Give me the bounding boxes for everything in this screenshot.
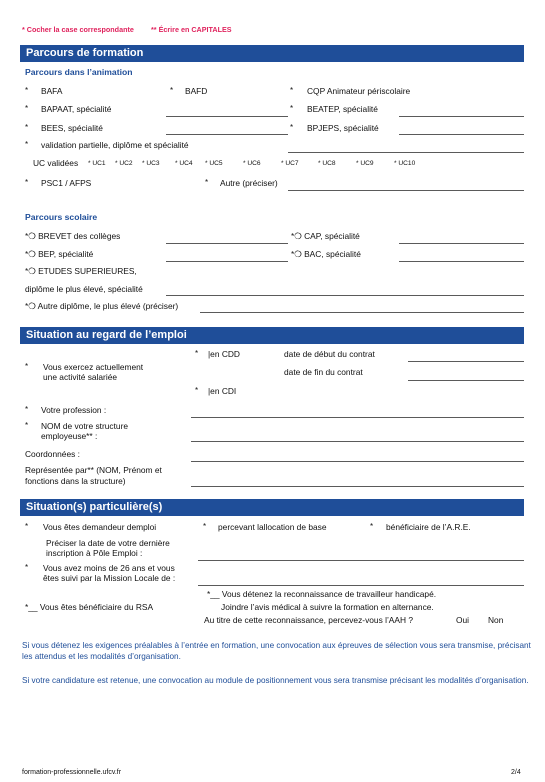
- option-brevet[interactable]: *❍ BREVET des collèges: [25, 231, 121, 241]
- uc-item[interactable]: * UC2: [115, 160, 133, 167]
- field-bac[interactable]: [399, 261, 524, 262]
- note-capitals: ** Écrire en CAPITALES: [151, 25, 232, 34]
- field-cap[interactable]: [399, 243, 524, 244]
- label-allocation: percevant lallocation de base: [218, 522, 327, 532]
- section-title-particuliere: Situation(s) particulière(s): [20, 499, 524, 516]
- label-bees: BEES, spécialité: [41, 123, 103, 133]
- label-salarie-2: une activité salariée: [43, 372, 118, 382]
- label-date-fin: date de fin du contrat: [284, 367, 363, 377]
- field-represente[interactable]: [191, 486, 524, 487]
- note-checkbox: * Cocher la case correspondante: [22, 25, 134, 34]
- animation-subtitle: Parcours dans l’animation: [25, 67, 133, 77]
- option-oui[interactable]: Oui: [456, 615, 470, 625]
- label-date-debut: date de début du contrat: [284, 349, 375, 359]
- label-diplome-eleve: diplôme le plus élevé, spécialité: [25, 284, 143, 294]
- label-beatep: BEATEP, spécialité: [307, 104, 378, 114]
- field-date-fin[interactable]: [408, 380, 524, 381]
- checkbox-psc1[interactable]: *: [25, 178, 29, 187]
- checkbox-bafd[interactable]: *: [170, 86, 174, 95]
- label-autre: Autre (préciser): [220, 178, 278, 188]
- option-non[interactable]: Non: [488, 615, 504, 625]
- checkbox-demandeur[interactable]: *: [25, 522, 29, 531]
- checkbox-bapaat[interactable]: *: [25, 104, 29, 113]
- checkbox-salarie[interactable]: *: [25, 362, 29, 371]
- label-moins26-1: Vous avez moins de 26 ans et vous: [43, 563, 175, 573]
- field-autre-diplome[interactable]: [200, 312, 524, 313]
- label-moins26-2: êtes suivi par la Mission Locale de :: [43, 573, 176, 583]
- label-cdi: |en CDI: [208, 386, 237, 396]
- option-bac[interactable]: *❍ BAC, spécialité: [291, 249, 361, 259]
- info-paragraph-selection: Si vous détenez les exigences préalables à l’entrée en formation, une convocation aux épreuves de sélection vous sera transmise, précisant les attendus et les modalités d’organisation.: [22, 641, 531, 661]
- star-profession: *: [25, 405, 29, 414]
- checkbox-are[interactable]: *: [370, 522, 374, 531]
- label-bpjeps: BPJEPS, spécialité: [307, 123, 379, 133]
- option-cap[interactable]: *❍ CAP, spécialité: [291, 231, 360, 241]
- checkbox-validation[interactable]: *: [25, 140, 29, 149]
- label-demandeur: Vous êtes demandeur demploi: [43, 522, 157, 532]
- label-structure-2: employeuse** :: [41, 431, 98, 441]
- checkbox-autre[interactable]: *: [205, 178, 209, 187]
- field-bees[interactable]: [166, 134, 288, 135]
- label-avis: Joindre l’avis médical à suivre la formation en alternance.: [221, 602, 434, 612]
- label-preciser-2: inscription à Pôle Emploi :: [46, 548, 143, 558]
- label-psc1: PSC1 / AFPS: [41, 178, 92, 188]
- checkbox-cqp[interactable]: *: [290, 86, 294, 95]
- checkbox-cdi[interactable]: *: [195, 386, 199, 395]
- uc-item[interactable]: * UC9: [356, 160, 374, 167]
- label-bapaat: BAPAAT, spécialité: [41, 104, 112, 114]
- checkbox-bees[interactable]: *: [25, 123, 29, 132]
- uc-item[interactable]: * UC7: [281, 160, 299, 167]
- checkbox-bpjeps[interactable]: *: [290, 123, 294, 132]
- label-represente-2: fonctions dans la structure): [25, 476, 126, 486]
- field-date-pole-emploi[interactable]: [198, 560, 524, 561]
- field-bpjeps[interactable]: [399, 134, 524, 135]
- label-bafa: BAFA: [41, 86, 63, 96]
- label-uc-validees: UC validées: [33, 158, 79, 168]
- checkbox-moins26[interactable]: *: [25, 563, 29, 572]
- uc-item[interactable]: * UC10: [394, 160, 416, 167]
- field-date-debut[interactable]: [408, 361, 524, 362]
- field-bapaat[interactable]: [166, 116, 288, 117]
- star-structure: *: [25, 421, 29, 430]
- checkbox-allocation[interactable]: *: [203, 522, 207, 531]
- field-brevet[interactable]: [166, 243, 288, 244]
- checkbox-beatep[interactable]: *: [290, 104, 294, 113]
- label-preciser-1: Préciser la date de votre dernière: [46, 538, 170, 548]
- uc-item[interactable]: * UC6: [243, 160, 261, 167]
- section-title-formation: Parcours de formation: [20, 45, 524, 62]
- uc-item[interactable]: * UC4: [175, 160, 193, 167]
- checkbox-handicap[interactable]: *__ Vous détenez la reconnaissance de travailleur handicapé.: [207, 589, 437, 599]
- option-autre-diplome[interactable]: *❍ Autre diplôme, le plus élevé (préciser): [25, 301, 179, 311]
- field-profession[interactable]: [191, 417, 524, 418]
- label-salarie-1: Vous exercez actuellement: [43, 362, 144, 372]
- field-coordonnees[interactable]: [191, 461, 524, 462]
- info-paragraph-positionnement: Si votre candidature est retenue, une convocation au module de positionnement vous sera transmise précisant les modalités d’organisation.: [22, 676, 529, 685]
- field-structure[interactable]: [191, 441, 524, 442]
- field-mission-locale[interactable]: [198, 585, 524, 586]
- uc-item[interactable]: * UC8: [318, 160, 336, 167]
- field-validation[interactable]: [288, 152, 524, 153]
- checkbox-bafa[interactable]: *: [25, 86, 29, 95]
- uc-checkbox-group: [88, 160, 432, 167]
- checkbox-cdd[interactable]: *: [195, 349, 199, 358]
- label-profession: Votre profession :: [41, 405, 107, 415]
- scolaire-subtitle: Parcours scolaire: [25, 212, 98, 222]
- field-diplome-eleve[interactable]: [166, 295, 524, 296]
- page-number: 2/4: [511, 769, 521, 776]
- label-structure-1: NOM de votre structure: [41, 421, 129, 431]
- label-bafd: BAFD: [185, 86, 208, 96]
- option-etudes[interactable]: *❍ ETUDES SUPERIEURES,: [25, 266, 137, 276]
- field-bep[interactable]: [166, 261, 288, 262]
- option-bep[interactable]: *❍ BEP, spécialité: [25, 249, 94, 259]
- field-autre[interactable]: [288, 190, 524, 191]
- field-beatep[interactable]: [399, 116, 524, 117]
- label-are: bénéficiaire de l’A.R.E.: [386, 522, 471, 532]
- uc-item[interactable]: * UC3: [142, 160, 160, 167]
- section-title-emploi: Situation au regard de l’emploi: [20, 327, 524, 344]
- checkbox-rsa[interactable]: *__ Vous êtes bénéficiaire du RSA: [25, 602, 154, 612]
- uc-item[interactable]: * UC1: [88, 160, 106, 167]
- label-cdd: |en CDD: [208, 349, 240, 359]
- footer-url: formation-professionnelle.ufcv.fr: [22, 769, 122, 776]
- label-validation: validation partielle, diplôme et spécialité: [41, 140, 189, 150]
- label-cqp: CQP Animateur périscolaire: [307, 86, 411, 96]
- uc-item[interactable]: * UC5: [205, 160, 223, 167]
- label-aah: Au titre de cette reconnaissance, percevez-vous l’AAH ?: [204, 615, 414, 625]
- label-represente-1: Représentée par** (NOM, Prénom et: [25, 465, 162, 475]
- label-coordonnees: Coordonnées :: [25, 449, 80, 459]
